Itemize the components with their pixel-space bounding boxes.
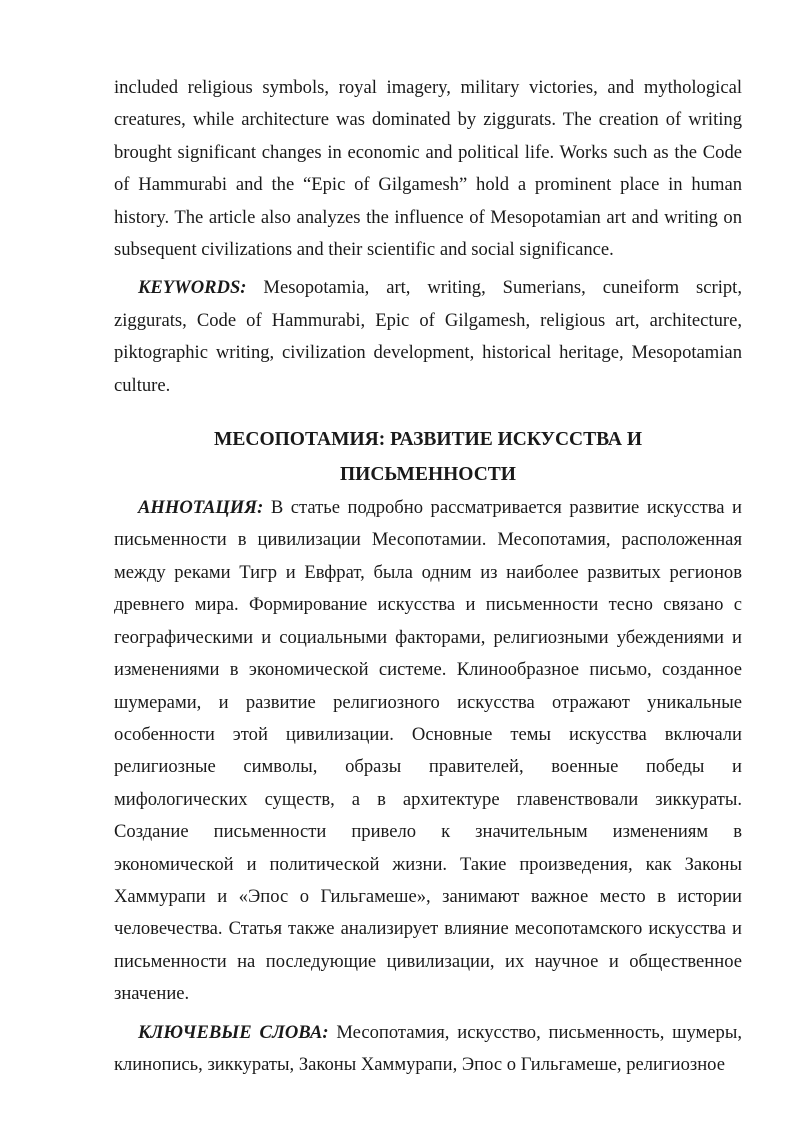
- english-keywords-paragraph: [114, 272, 742, 402]
- russian-annotation-label: АННОТАЦИЯ:: [138, 497, 264, 519]
- russian-keywords-paragraph: [114, 1017, 742, 1082]
- english-keywords-label: KEYWORDS:: [138, 277, 247, 299]
- russian-title-line-1: МЕСОПОТАМИЯ: РАЗВИТИЕ ИСКУССТВА И: [213, 429, 643, 451]
- english-keywords-text: Mesopotamia, art, writing, Sumerians, cuneiform script, ziggurats, Code of Hammurabi, Epic of Gilgamesh, religious art, architecture, piktographic writing, civilization development, historical heritage, Mesopotamian culture.: [114, 277, 742, 396]
- russian-annotation-paragraph: [114, 492, 742, 1011]
- russian-title-line-2: ПИСЬМЕННОСТИ: [340, 464, 516, 486]
- russian-keywords-text: Месопотамия, искусство, письменность, шумеры, клинопись, зиккураты, Законы Хаммурапи, Эпос о Гильгамеше, религиозное: [114, 1021, 742, 1075]
- russian-keywords-label: КЛЮЧЕВЫЕ СЛОВА:: [138, 1021, 329, 1043]
- russian-annotation-text: В статье подробно рассматривается развитие искусства и письменности в цивилизации Месопотамии. Месопотамия, расположенная между реками Тигр и Евфрат, была одним из наиболее развитых регионов древнего мира. Формирование искусства и письменности тесно связано с географическими и социальными факторами, религиозными убеждениями и изменениями в экономической системе. Клинообразное письмо, созданное шумерами, и развитие религиозного искусства отражают уникальные особенности этой цивилизации. Основные темы искусства включали религиозные символы, образы правителей, военные победы и мифологических существ, а в архитектуре главенствовали зиккураты. Создание письменности привело к значительным изменениям в экономической и политической жизни. Такие произведения, как Законы Хаммурапи и «Эпос о Гильгамеше», занимают важное место в истории человечества. Статья также анализирует влияние месопотамского искусства и письменности на последующие цивилизации, их научное и общественное значение.: [114, 497, 743, 1005]
- english-abstract-continuation: included religious symbols, royal imagery, military victories, and mythological creatures, while architecture was dominated by ziggurats. The creation of writing brought significant changes in economic and political life. Works such as the Code of Hammurabi and the “Epic of Gilgamesh” hold a prominent place in human history. The article also analyzes the influence of Mesopotamian art and writing on subsequent civilizations and their scientific and social significance.: [114, 77, 742, 261]
- russian-article-title: [114, 422, 742, 492]
